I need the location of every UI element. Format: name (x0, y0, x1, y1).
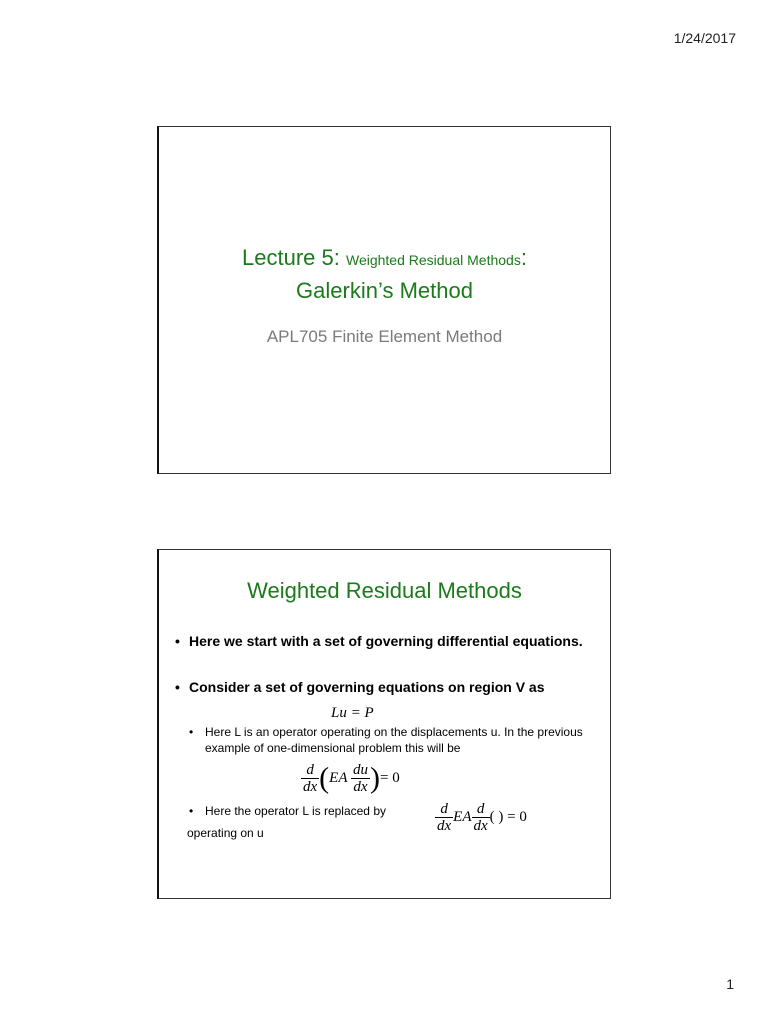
title-small: Weighted Residual Methods (345, 252, 521, 268)
equation-lu-p: Lu = P (331, 705, 374, 721)
bullet-1 (175, 632, 589, 651)
fraction-du-dx: $\frac{du}{dx}$ (352, 762, 368, 795)
title-prefix: Lecture 5: (242, 245, 346, 270)
formula-rhs: = 0 (507, 808, 527, 825)
fraction-d-dx: $\frac{d}{dx}$ (437, 801, 452, 834)
bullet-2-text: Consider a set of governing equations on region V as (189, 679, 545, 695)
bullet-dot: • (175, 679, 180, 695)
title-line-2: Galerkin’s Method (296, 278, 473, 303)
bullet-dot: • (175, 633, 180, 649)
formula-ea: EA (329, 769, 348, 786)
formula-operator (435, 801, 527, 834)
formula-ode: $\frac{d}{dx}$ (EA $\frac{du}{dx}$ )= 0 (303, 761, 400, 795)
bullet-1-text: Here we start with a set of governing differential equations. (189, 633, 583, 649)
slide-1 (157, 126, 611, 474)
bullet-4 (189, 803, 595, 819)
formula-empty-paren: ( ) (489, 808, 504, 825)
title-colon: : (520, 245, 527, 270)
slide-1-title (159, 242, 610, 306)
fraction-d-dx: $\frac{d}{dx}$ (303, 762, 318, 795)
slide-2-title: Weighted Residual Methods (247, 578, 522, 603)
slide-1-subtitle: APL705 Finite Element Method (266, 327, 503, 346)
bullet-3-text: Here L is an operator operating on the displacements u. In the previous example of one-dimensional problem this will be (205, 725, 583, 755)
slide-2 (157, 549, 611, 899)
bullet-3 (189, 724, 595, 756)
bullet-4-text: Here the operator L is replaced by (205, 804, 386, 818)
formula-ea: EA (453, 808, 472, 825)
page-date: 1/24/2017 (673, 30, 736, 46)
bullet-dot: • (189, 725, 194, 739)
formula-rhs: = 0 (379, 769, 400, 786)
bullet-4-continuation: operating on u (187, 826, 264, 840)
bullet-dot: • (189, 804, 194, 818)
page-number: 1 (726, 976, 734, 992)
bullet-2 (175, 678, 589, 697)
fraction-d-dx: $\frac{d}{dx}$ (473, 801, 488, 834)
